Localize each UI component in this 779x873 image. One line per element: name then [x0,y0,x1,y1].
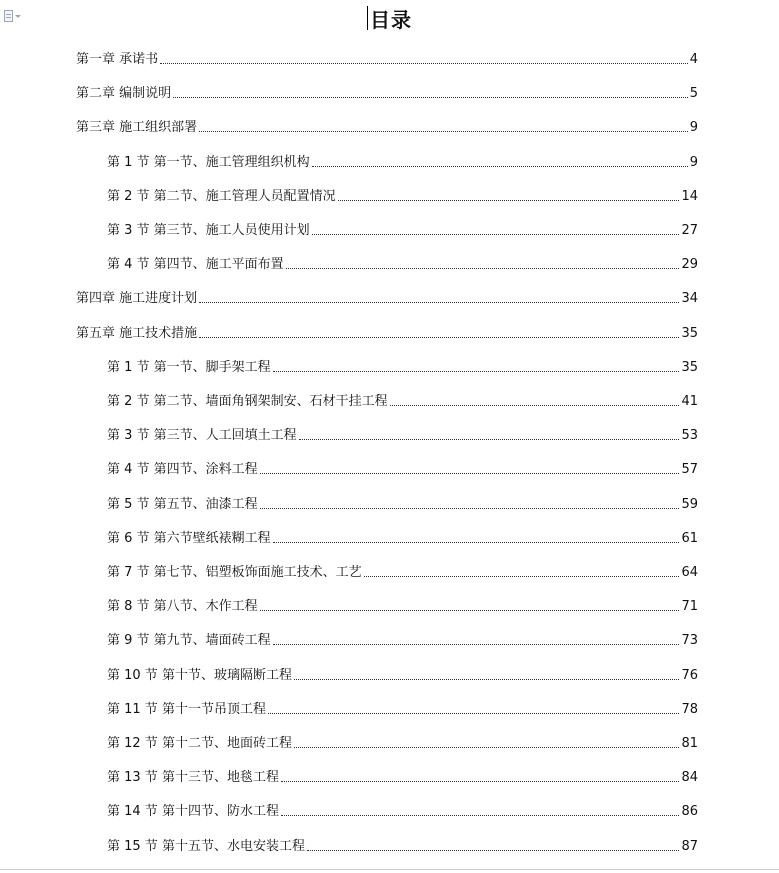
toc-entry[interactable] [107,458,698,478]
toc-entry[interactable] [107,390,698,410]
toc-entry-title: 第 4 节 第四节、涂料工程 [107,462,258,478]
toc-entry[interactable] [76,48,698,68]
toc-dot-leader [312,234,680,235]
toc-entry-title: 第 6 节 第六节壁纸裱糊工程 [107,530,271,546]
toc-entry-title: 第 14 节 第十四节、防水工程 [107,804,279,820]
toc-entry[interactable] [76,116,698,136]
toc-entry-title: 第 5 节 第五节、油漆工程 [107,496,258,512]
toc-entry-page-number: 73 [681,633,698,649]
toc-entry[interactable] [107,493,698,513]
toc-entry[interactable] [76,287,698,307]
toc-entry-page-number: 9 [689,154,698,170]
toc-entry[interactable] [107,185,698,205]
toc-dot-leader [286,268,680,269]
toc-entry-page-number: 4 [689,52,698,67]
toc-dot-leader [273,644,680,645]
toc-entry-title: 第 10 节 第十节、玻璃隔断工程 [107,667,292,683]
toc-entry[interactable] [107,664,698,684]
toc-dot-leader [173,97,688,98]
toc-entry-title: 第 2 节 第二节、施工管理人员配置情况 [107,188,336,204]
toc-entry-page-number: 76 [681,667,698,683]
toc-dot-leader [260,508,680,509]
toc-entry[interactable] [107,253,698,273]
toc-entry[interactable] [107,527,698,547]
toc-entry[interactable] [76,82,698,102]
toc-entry-page-number: 59 [681,496,698,512]
toc-entry[interactable] [107,698,698,718]
toc-entry-title: 第 3 节 第三节、施工人员使用计划 [107,223,310,238]
toc-entry-page-number: 29 [681,257,698,273]
toc-dot-leader [364,576,680,577]
toc-entry-title: 第二章 编制说明 [76,86,172,102]
toc-dot-leader [260,473,680,474]
toc-entry-title: 第 1 节 第一节、施工管理组织机构 [107,154,310,170]
toc-entry-page-number: 71 [681,599,698,615]
toc-entry[interactable] [107,766,698,786]
toc-entry-page-number: 84 [681,770,698,786]
text-cursor [367,6,368,30]
toc-entry-page-number: 14 [681,188,698,204]
toc-entry[interactable] [107,151,698,171]
toc-entry-page-number: 86 [681,804,698,820]
toc-entry-title: 第四章 施工进度计划 [76,291,198,307]
toc-entry-page-number: 9 [689,120,698,136]
toc-entry-title: 第 1 节 第一节、脚手架工程 [107,359,271,375]
toc-entry[interactable] [107,800,698,820]
toc-entry-title: 第 15 节 第十五节、水电安装工程 [107,838,305,854]
toc-entry[interactable] [107,629,698,649]
toc-dot-leader [273,542,680,543]
toc-dot-leader [338,200,680,201]
toc-entry-title: 第 8 节 第八节、木作工程 [107,599,258,615]
toc-entry-page-number: 34 [681,291,698,307]
toc-dot-leader [307,850,680,851]
toc-entry-title: 第一章 承诺书 [76,52,159,67]
toc-entry-title: 第 7 节 第七节、铝塑板饰面施工技术、工艺 [107,565,362,580]
toc-entry-title: 第 11 节 第十一节吊顶工程 [107,701,266,717]
toc-dot-leader [199,131,688,132]
toc-dot-leader [294,747,680,748]
toc-dot-leader [294,679,680,680]
toc-entry-page-number: 78 [681,701,698,717]
toc-entry-page-number: 64 [681,565,698,580]
toc-entry-title: 第 2 节 第二节、墙面角钢架制安、石材干挂工程 [107,394,388,409]
toc-entry-page-number: 61 [681,530,698,546]
toc-entry-page-number: 81 [681,736,698,751]
toc-entry[interactable] [107,424,698,444]
title-area [0,3,779,33]
toc-entry-page-number: 41 [681,394,698,409]
toc-entry[interactable] [107,595,698,615]
page-title: 目录 [370,7,412,32]
toc-entry[interactable] [107,219,698,239]
toc-dot-leader [299,439,680,440]
toc-entry-title: 第 13 节 第十三节、地毯工程 [107,770,279,786]
toc-entry[interactable] [107,732,698,752]
toc-entry-title: 第五章 施工技术措施 [76,325,198,341]
page-bottom-divider [0,869,779,870]
toc-entry-page-number: 35 [681,325,698,341]
toc-entry-page-number: 53 [681,428,698,444]
toc-dot-leader [199,302,679,303]
toc-dot-leader [160,63,688,64]
toc-entry-title: 第 3 节 第三节、人工回填土工程 [107,428,297,444]
toc-entry-page-number: 87 [681,838,698,854]
toc-dot-leader [281,781,680,782]
toc-dot-leader [260,610,680,611]
toc-entry-page-number: 5 [689,86,698,102]
toc-entry-title: 第 12 节 第十二节、地面砖工程 [107,736,292,751]
toc-entry-title: 第 4 节 第四节、施工平面布置 [107,257,284,273]
toc-entry-page-number: 57 [681,462,698,478]
toc-entry[interactable] [76,322,698,342]
toc-dot-leader [390,405,680,406]
toc-entry[interactable] [107,356,698,376]
toc-entry[interactable] [107,835,698,855]
toc-entry-title: 第 9 节 第九节、墙面砖工程 [107,633,271,649]
toc-dot-leader [199,337,679,338]
toc-dot-leader [268,713,680,714]
toc-dot-leader [281,815,680,816]
toc-dot-leader [312,166,688,167]
toc-entry-title: 第三章 施工组织部署 [76,120,198,136]
toc-entry[interactable] [107,561,698,581]
toc-entry-page-number: 35 [681,359,698,375]
toc-dot-leader [273,371,680,372]
toc-entry-page-number: 27 [681,223,698,238]
